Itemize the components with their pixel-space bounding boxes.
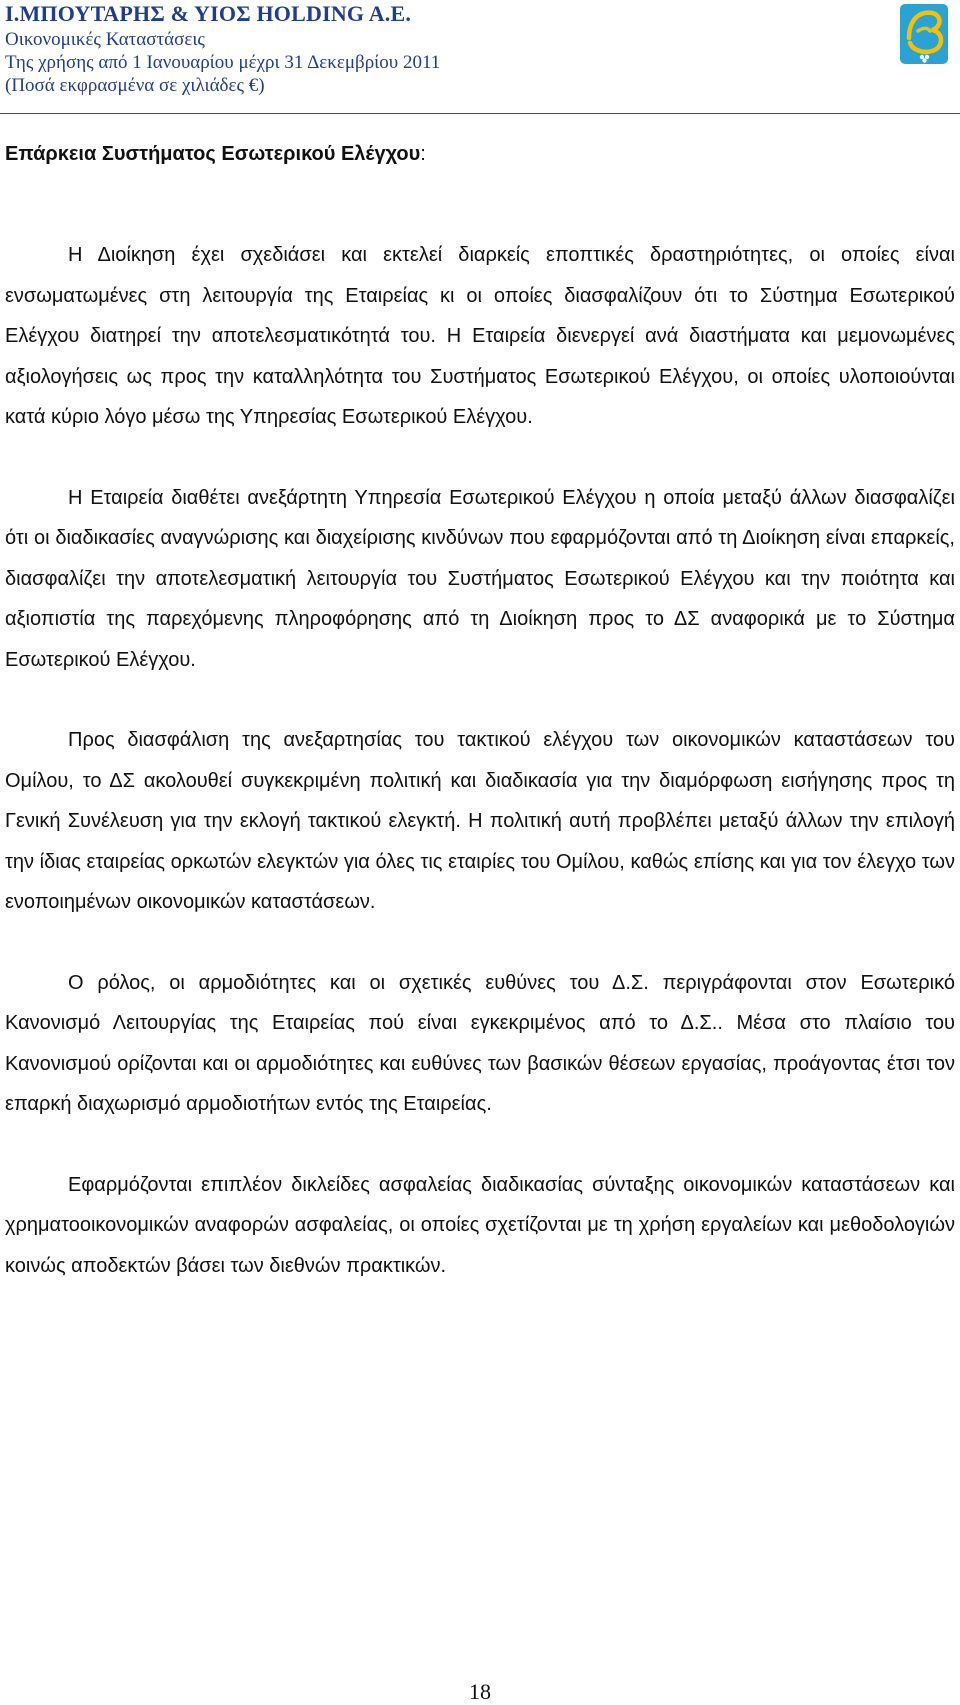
page-header [0, 0, 960, 114]
body-paragraph: Η Εταιρεία διαθέτει ανεξάρτητη Υπηρεσία Εσωτερικού Ελέγχου η οποία μεταξύ άλλων διασφαλίζει ότι οι διαδικασίες αναγνώρισης και διαχείρισης κινδύνων που εφαρμόζονται από τη Διοίκηση είναι επαρκείς, διασφαλίζει την αποτελεσματική λειτουργία του Συστήματος Εσωτερικού Ελέγχου και την ποιότητα και αξιοπιστία της παρεχόμενης πληροφόρησης από τη Διοίκηση προς το ΔΣ αναφορικά με το Σύστημα Εσωτερικού Ελέγχου. [5, 486, 955, 671]
header-text-block [5, 2, 440, 97]
company-name: Ι.ΜΠΟΥΤΑΡΗΣ & ΥΙΟΣ HOLDING A.E. [5, 1, 412, 26]
logo-graphic [900, 4, 948, 64]
currency-units: (Ποσά εκφρασμένα σε χιλιάδες €) [5, 75, 265, 96]
page-number: 18 [469, 1679, 491, 1704]
body-paragraph: Εφαρμόζονται επιπλέον δικλείδες ασφαλείας διαδικασίας σύνταξης οικονομικών καταστάσεων και χρηματοοικονομικών αναφορών ασφαλείας, οι οποίες σχετίζονται με τη χρήση εργαλείων και μεθοδολογιών κοινώς αποδεκτών βάσει των διεθνών πρακτικών. [5, 1173, 955, 1277]
section-heading [5, 143, 955, 183]
reporting-period: Της χρήσης από 1 Ιανουαρίου μέχρι 31 Δεκεμβρίου 2011 [5, 52, 441, 73]
statements-title: Οικονομικές Καταστάσεις [5, 29, 205, 50]
boutari-logo-icon [900, 4, 948, 64]
body-paragraph: Η Διοίκηση έχει σχεδιάσει και εκτελεί διαρκείς εποπτικές δραστηριότητες, οι οποίες είναι ενσωματωμένες στη λειτουργία της Εταιρείας κι οι οποίες διασφαλίζουν ότι το Σύστημα Εσωτερικού Ελέγχου διατηρεί την αποτελεσματικότητά του. Η Εταιρεία διενεργεί ανά διαστήματα και μεμονωμένες αξιολογήσεις ως προς την καταλληλότητα του Συστήματος Εσωτερικού Ελέγχου, οι οποίες υλοποιούνται κατά κύριο λόγο μέσω της Υπηρεσίας Εσωτερικού Ελέγχου. [5, 244, 955, 428]
section-heading-colon: : [420, 143, 426, 165]
logo-grape-dot [922, 58, 926, 62]
section-heading-text: Επάρκεια Συστήματος Εσωτερικού Ελέγχου [5, 143, 421, 165]
body-paragraph: Ο ρόλος, οι αρμοδιότητες και οι σχετικές ευθύνες του Δ.Σ. περιγράφονται στον Εσωτερικό Κανονισμό Λειτουργίας της Εταιρείας πού είναι εγκεκριμένος από το Δ.Σ.. Μέσα στο πλαίσιο του Κανονισμού ορίζονται και οι αρμοδιότητες και ευθύνες των βασικών θέσεων εργασίας, προάγοντας έτσι τον επαρκή διαχωρισμό αρμοδιοτήτων εντός της Εταιρείας. [5, 971, 955, 1115]
document-body [5, 130, 955, 1286]
body-paragraph: Προς διασφάλιση της ανεξαρτησίας του τακτικού ελέγχου των οικονομικών καταστάσεων του Ομίλου, το ΔΣ ακολουθεί συγκεκριμένη πολιτική και διαδικασία για την διαμόρφωση εισήγησης προς τη Γενική Συνέλευση για την εκλογή τακτικού ελεγκτή. Η πολιτική αυτή προβλέπει μεταξύ άλλων την επιλογή την ίδιας εταιρείας ορκωτών ελεγκτών για όλες τις εταιρίες του Ομίλου, καθώς επίσης και για τον έλεγχο των ενοποιημένων οικονομικών καταστάσεων. [5, 729, 955, 913]
